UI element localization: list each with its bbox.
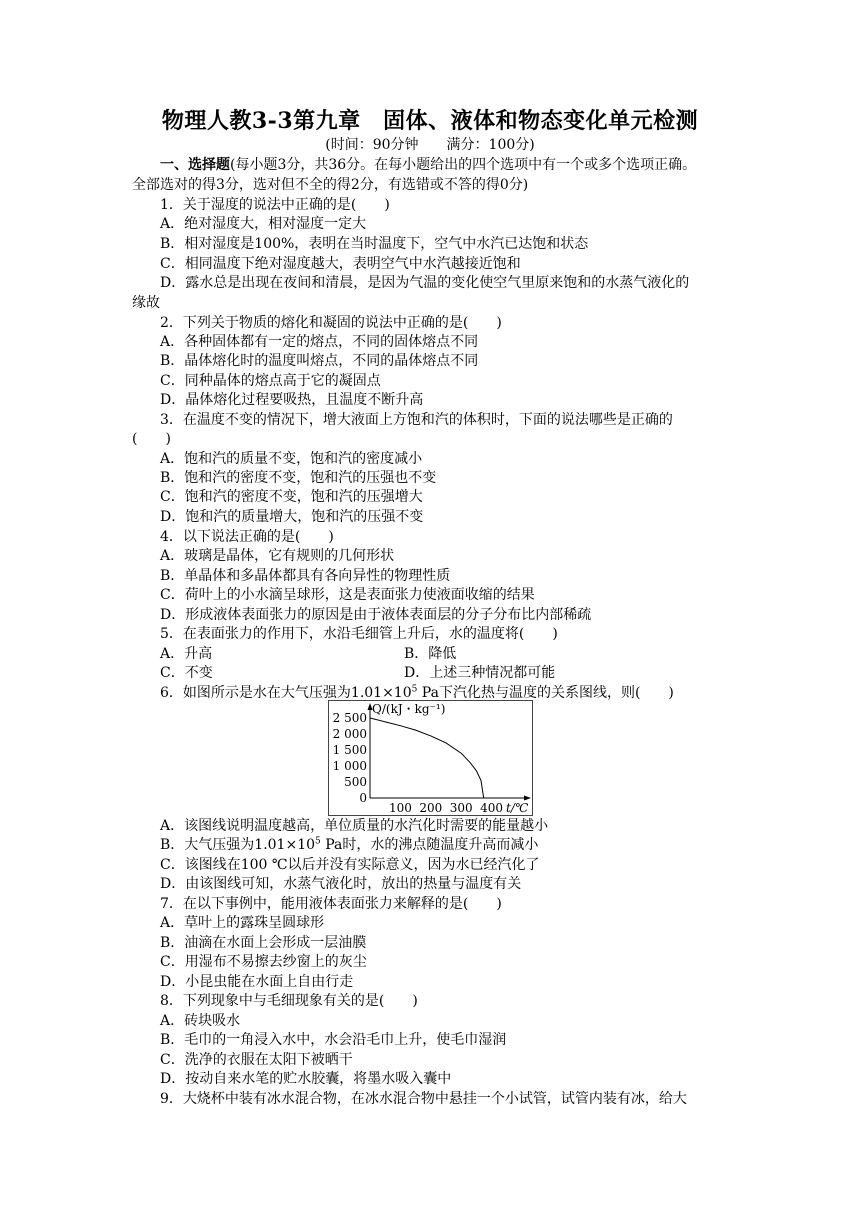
q1-option-c: C．相同温度下绝对湿度越大，表明空气中水汽越接近饱和 (160, 256, 521, 272)
q8-option-b: B．毛巾的一角浸入水中，水会沿毛巾上升，使毛巾湿润 (160, 1032, 507, 1048)
q2-option-a: A．各种固体都有一定的熔点，不同的固体熔点不同 (160, 334, 479, 350)
y-tick-label: 1 000 (332, 759, 367, 773)
section-instructions (160, 156, 696, 174)
question-2-stem: 2．下列关于物质的熔化和凝固的说法中正确的是( ) (160, 315, 502, 331)
q2-option-b: B．晶体熔化时的温度叫熔点，不同的晶体熔点不同 (160, 353, 479, 369)
question-3-stem: 3．在温度不变的情况下，增大液面上方饱和汽的体积时，下面的说法哪些是正确的 (160, 412, 673, 428)
q6-stem-exponent: 5 (411, 684, 418, 695)
q6-stem-post: Pa下汽化热与温度的关系图线，则( ) (417, 685, 674, 701)
q8-option-a: A．砖块吸水 (160, 1013, 241, 1029)
question-8-stem: 8．下列现象中与毛细现象有关的是( ) (160, 993, 418, 1009)
section-instructions-1: (每小题3分，共36分。在每小题给出的四个选项中有一个或多个选项正确。 (230, 157, 697, 173)
q6-option-a: A．该图线说明温度越高，单位质量的水汽化时需要的能量越小 (160, 818, 549, 834)
q5-option-b: B．降低 (404, 646, 457, 662)
q8-option-d: D．按动自来水笔的贮水胶囊，将墨水吸入囊中 (160, 1071, 452, 1087)
q6-stem-pre: 6．如图所示是水在大气压强为1.01×10 (160, 685, 412, 701)
vaporization-heat-chart (328, 700, 533, 816)
q4-option-b: B．单晶体和多晶体都具有各向异性的物理性质 (160, 568, 451, 584)
question-1-stem: 1．关于湿度的说法中正确的是( ) (160, 197, 390, 213)
q1-option-d-cont: 缘故 (132, 295, 160, 311)
q3-option-b: B．饱和汽的密度不变，饱和汽的压强也不变 (160, 470, 437, 486)
q6-option-b (160, 836, 538, 854)
q5-option-d: D．上述三种情况都可能 (404, 665, 556, 681)
page-subtitle: (时间：90分钟 满分：100分) (325, 137, 535, 153)
q7-option-d: D．小昆虫能在水面上自由行走 (160, 974, 354, 990)
q7-option-a: A．草叶上的露珠呈圆球形 (160, 915, 325, 931)
x-axis-label: t/℃ (506, 801, 529, 815)
q2-option-c: C．同种晶体的熔点高于它的凝固点 (160, 373, 381, 389)
question-4-stem: 4．以下说法正确的是( ) (160, 529, 334, 545)
q1-option-b: B．相对湿度是100%，表明在当时温度下，空气中水汽已达饱和状态 (160, 236, 589, 252)
x-tick-label: 400 (480, 801, 504, 815)
y-tick-label: 2 000 (332, 727, 367, 741)
q7-option-b: B．油滴在水面上会形成一层油膜 (160, 935, 367, 951)
q5-option-a: A．升高 (160, 646, 213, 662)
y-tick-label: 1 500 (332, 743, 367, 757)
q7-option-c: C．用湿布不易擦去纱窗上的灰尘 (160, 954, 367, 970)
y-tick-label: 0 (359, 791, 367, 805)
question-5-stem: 5．在表面张力的作用下，水沿毛细管上升后，水的温度将( ) (160, 626, 558, 642)
q8-option-c: C．洗净的衣服在太阳下被晒干 (160, 1052, 353, 1068)
q3-option-d: D．饱和汽的质量增大，饱和汽的压强不变 (160, 509, 424, 525)
question-9-stem: 9．大烧杯中装有冰水混合物，在冰水混合物中悬挂一个小试管，试管内装有冰，给大 (160, 1091, 687, 1107)
section-heading: 一、选择题 (160, 157, 230, 173)
x-tick-label: 200 (419, 801, 443, 815)
page-title: 物理人教3-3第九章 固体、液体和物态变化单元检测 (161, 108, 699, 134)
q5-option-c: C．不变 (160, 665, 213, 681)
question-7-stem: 7．在以下事例中，能用液体表面张力来解释的是( ) (160, 896, 502, 912)
q4-option-c: C．荷叶上的小水滴呈球形，这是表面张力使液面收缩的结果 (160, 587, 535, 603)
q6-option-d: D．由该图线可知，水蒸气液化时，放出的热量与温度有关 (160, 876, 522, 892)
y-tick-label: 2 500 (332, 711, 367, 725)
q6-b-post: Pa时，水的沸点随温度升高而减小 (320, 837, 539, 853)
q6-b-exponent: 5 (315, 836, 321, 847)
y-axis-label: Q/(kJ・kg⁻¹) (372, 702, 446, 716)
question-3-stem-cont: ( ) (132, 431, 171, 447)
q6-b-pre: B．大气压强为1.01×10 (160, 837, 316, 853)
x-tick-label: 100 (388, 801, 412, 815)
q2-option-d: D．晶体熔化过程要吸热，且温度不断升高 (160, 392, 424, 408)
q6-option-c: C．该图线在100 ℃以后并没有实际意义，因为水已经汽化了 (160, 857, 540, 873)
q4-option-a: A．玻璃是晶体，它有规则的几何形状 (160, 548, 395, 564)
q1-option-d: D．露水总是出现在夜间和清晨，是因为气温的变化使空气里原来饱和的水蒸气液化的 (160, 275, 690, 291)
q3-option-a: A．饱和汽的质量不变，饱和汽的密度减小 (160, 451, 423, 467)
q1-option-a: A．绝对湿度大，相对湿度一定大 (160, 216, 367, 232)
q4-option-d: D．形成液体表面张力的原因是由于液体表面层的分子分布比内部稀疏 (160, 607, 592, 623)
q3-option-c: C．饱和汽的密度不变，饱和汽的压强增大 (160, 489, 423, 505)
y-tick-label: 500 (344, 775, 367, 789)
section-instructions-2: 全部选对的得3分，选对但不全的得2分，有选错或不答的得0分) (132, 177, 529, 193)
x-tick-label: 300 (449, 801, 473, 815)
